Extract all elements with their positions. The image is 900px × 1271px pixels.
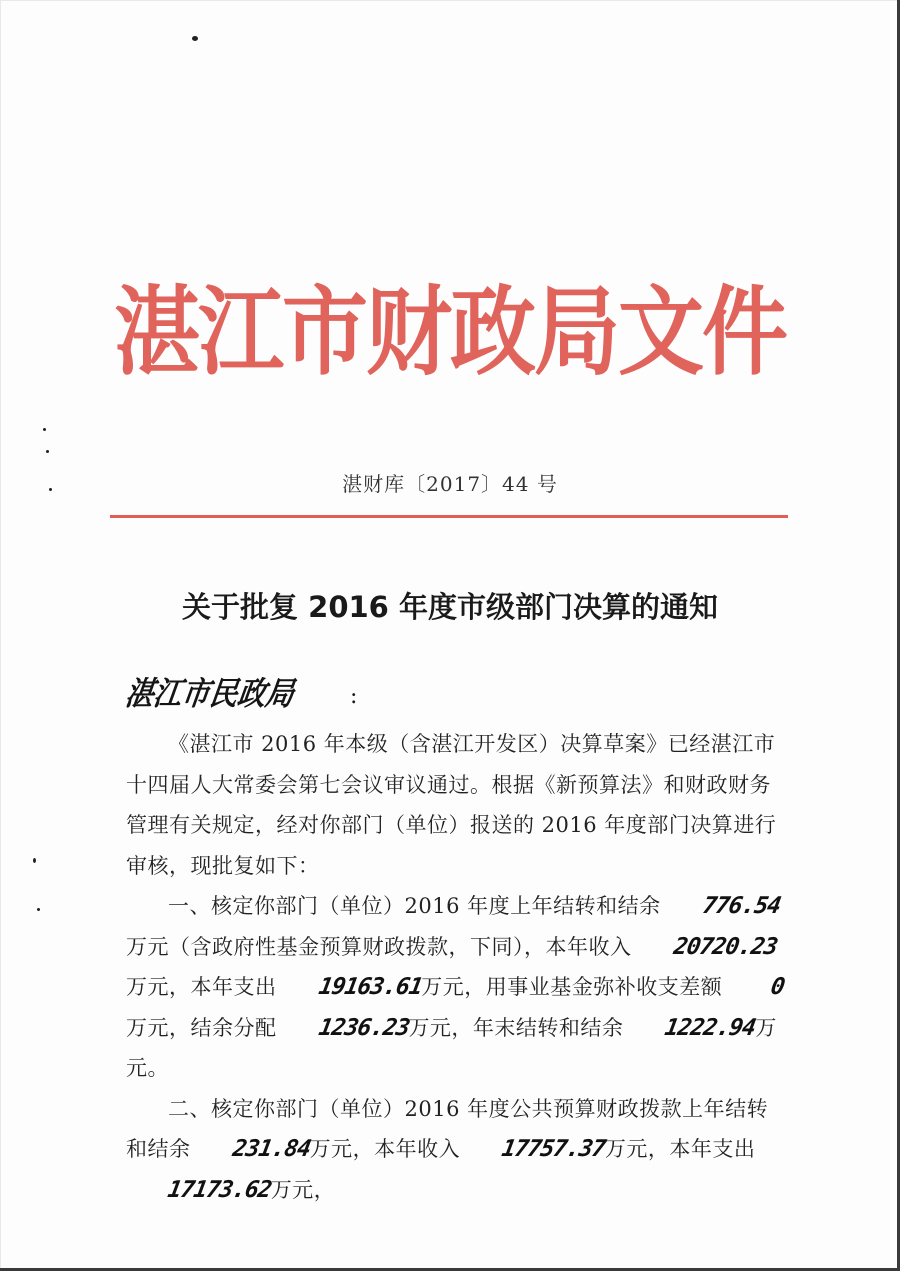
text: 二、核定你部门（单位）2016 年度公共预算财政拨款上年结转和结余: [126, 1096, 769, 1161]
scan-speck: [46, 450, 49, 453]
addressee-colon: :: [350, 684, 358, 709]
handwritten-value: 20720.23: [671, 933, 779, 960]
document-header-title: 湛江市财政局文件: [114, 276, 786, 389]
scan-speck: [43, 428, 46, 431]
text: 一、核定你部门（单位）2016 年度上年结转和结余: [168, 894, 661, 918]
scan-speck: [37, 908, 40, 911]
handwritten-addressee: 湛江市民政局: [123, 674, 297, 713]
text: 万元，结余分配: [126, 1015, 277, 1040]
text: 万元，用事业基金弥补收支差额: [421, 975, 723, 999]
text: 万元（含政府性基金预算财政拨款，下同），本年收入: [126, 934, 632, 959]
handwritten-value: 0: [769, 974, 787, 1000]
text: 万元，本年支出: [604, 1137, 756, 1161]
paragraph-intro: 《湛江市 2016 年本级（含湛江开发区）决算草案》已经湛江市十四届人大常委会第七会议审议通过。根据《新预算法》和财政财务管理有关规定，经对你部门（单位）报送的 2016 年度部门决算进行审核，现批复如下：: [126, 732, 777, 878]
handwritten-value: 17757.37: [499, 1136, 608, 1162]
text: 万元，: [270, 1177, 336, 1202]
text: 万元，本年收入: [309, 1137, 461, 1161]
text: 万元。: [126, 1015, 777, 1080]
document-number: 湛财库〔2017〕44 号: [342, 472, 558, 496]
notice-title: 关于批复 2016 年度市级部门决算的通知: [182, 590, 718, 624]
handwritten-value: 1236.23: [316, 1014, 411, 1041]
paragraph-item-1: [126, 886, 786, 1089]
handwritten-value: 776.54: [700, 893, 783, 919]
handwritten-value: 17173.62: [165, 1176, 274, 1203]
scan-speck: [33, 858, 36, 863]
text: 万元，本年支出: [126, 975, 277, 999]
notice-body: [126, 724, 786, 1210]
addressee: [123, 672, 426, 713]
scan-speck: [192, 36, 198, 41]
header-divider: [110, 515, 788, 518]
text: 万元，年末结转和结余: [408, 1015, 624, 1040]
handwritten-value: 1222.94: [663, 1014, 758, 1041]
paragraph-item-2: [126, 1089, 786, 1211]
handwritten-value: 19163.61: [316, 974, 424, 1000]
handwritten-value: 231.84: [230, 1136, 312, 1162]
